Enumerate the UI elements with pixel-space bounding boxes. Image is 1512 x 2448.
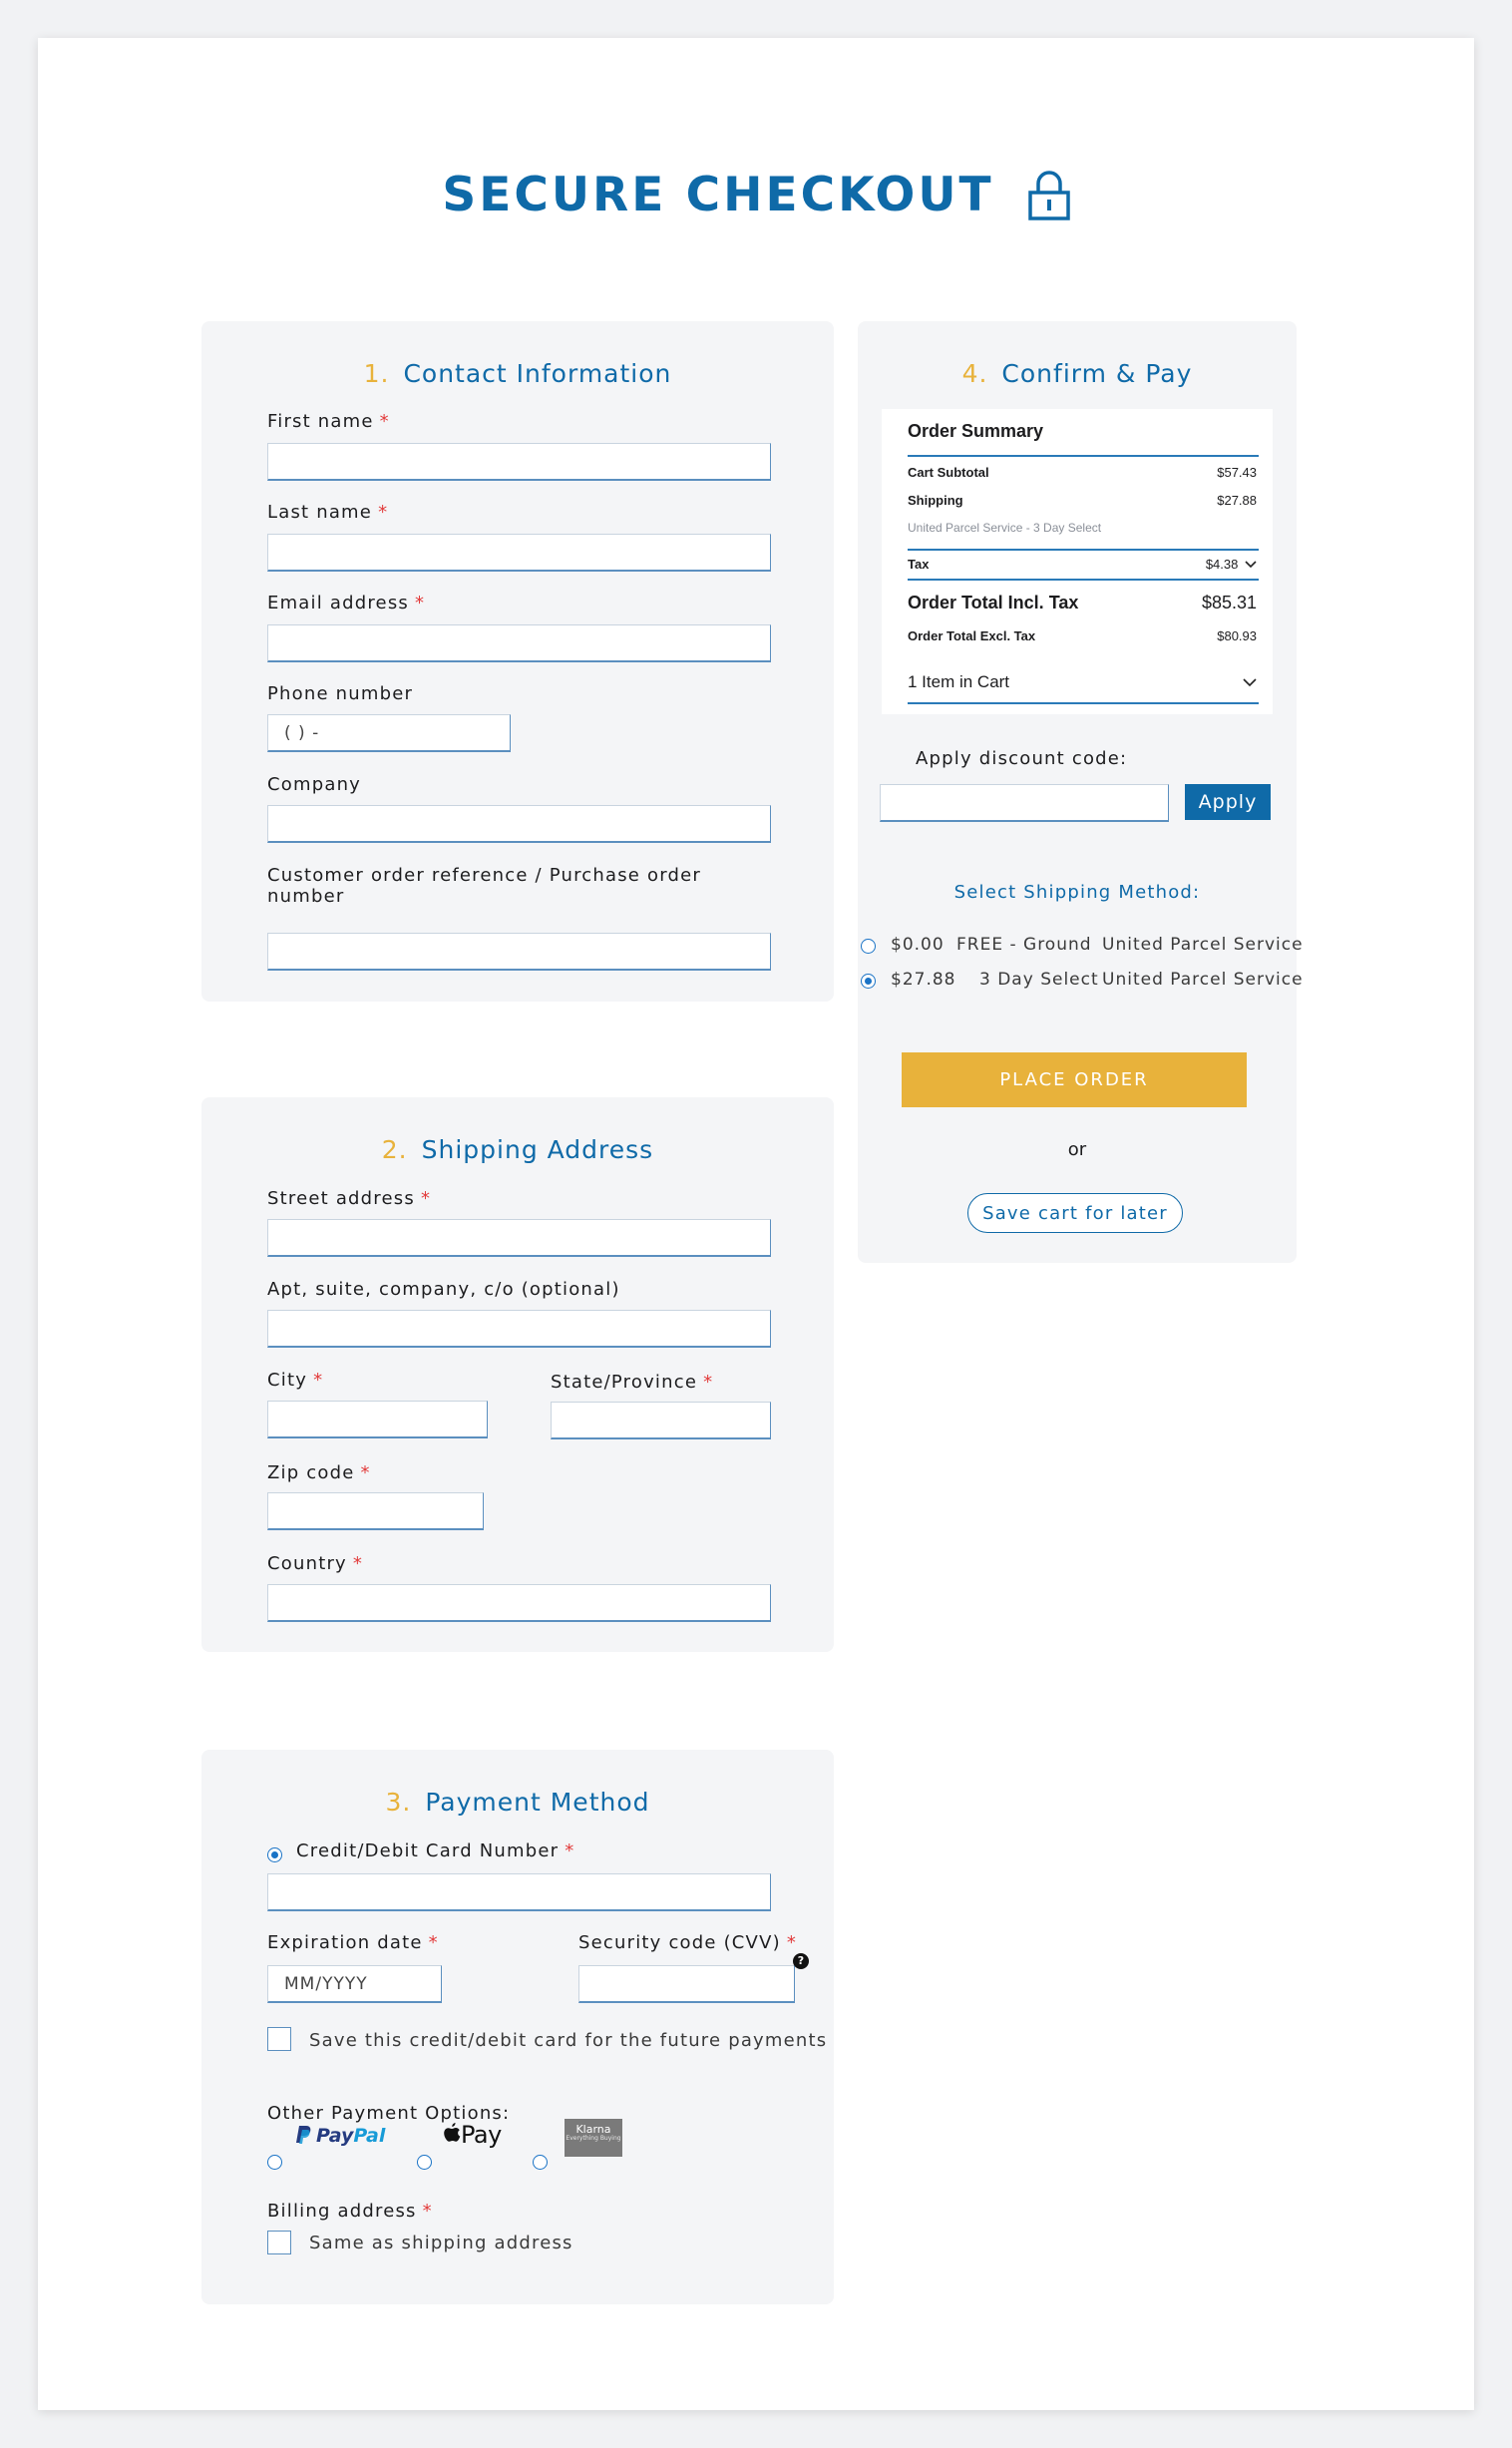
card-number-label: Credit/Debit Card Number * [296,1840,575,1861]
paypal-logo[interactable]: PayPal [295,2125,385,2147]
discount-code-input[interactable] [880,784,1169,822]
chevron-down-icon[interactable] [1245,561,1257,569]
zip-input[interactable] [267,1492,484,1530]
section-title-shipping [201,1135,834,1164]
shipping-label: Shipping [908,493,963,508]
shipping-value: $27.88 [1217,493,1257,508]
place-order-button[interactable]: PLACE ORDER [902,1052,1247,1107]
state-label: State/Province * [551,1372,714,1393]
save-cart-button[interactable]: Save cart for later [967,1193,1183,1233]
shipping-method-radio-3day[interactable] [861,974,876,989]
save-card-label: Save this credit/debit card for the future payments [309,2030,828,2051]
required-asterisk: * [786,1932,798,1953]
apt-input[interactable] [267,1310,771,1348]
required-asterisk: * [379,411,390,432]
phone-label: Phone number [267,683,414,704]
section-number: 3. [385,1788,412,1817]
required-asterisk: * [378,502,389,523]
tax-row[interactable] [908,557,1257,572]
cart-subtotal-row [908,465,1257,480]
last-name-label: Last name * [267,502,389,523]
required-asterisk: * [703,1372,714,1393]
help-icon[interactable]: ? [793,1953,809,1969]
shipping-method-radio-free[interactable] [861,939,876,954]
same-as-shipping-label: Same as shipping address [309,2233,573,2253]
required-asterisk: * [420,1188,432,1209]
tax-value-wrap [1206,557,1257,572]
select-shipping-title: Select Shipping Method: [953,882,1201,903]
state-input[interactable] [551,1402,771,1439]
company-label: Company [267,774,362,795]
chevron-down-icon[interactable] [1243,678,1257,687]
phone-input[interactable]: ( ) - [267,714,511,752]
section-heading: Shipping Address [421,1135,654,1164]
section-title-contact [201,359,834,388]
email-label: Email address * [267,593,426,613]
shipping-note: United Parcel Service - 3 Day Select [908,521,1102,535]
total-excl-label: Order Total Excl. Tax [908,628,1036,643]
po-label: Customer order reference / Purchase order number [267,865,701,907]
shipping-carrier-3day: United Parcel Service [1102,970,1304,990]
section-number: 4. [961,359,988,388]
paypal-radio[interactable] [267,2155,282,2170]
shipping-carrier-free: United Parcel Service [1102,935,1304,955]
required-asterisk: * [414,593,426,613]
required-asterisk: * [428,1932,439,1953]
email-input[interactable] [267,624,771,662]
section-number: 1. [363,359,390,388]
applepay-logo[interactable]: Pay [443,2121,502,2149]
cart-subtotal-value: $57.43 [1217,465,1257,480]
items-in-cart-label: 1 Item in Cart [908,672,1010,691]
street-input[interactable] [267,1219,771,1257]
expiration-input[interactable]: MM/YYYY [267,1965,442,2003]
required-asterisk: * [313,1370,324,1391]
applepay-radio[interactable] [417,2155,432,2170]
country-label: Country * [267,1553,364,1574]
first-name-label: First name * [267,411,390,432]
shipping-name-3day: 3 Day Select [979,970,1099,990]
required-asterisk: * [352,1553,364,1574]
shipping-price-free: $0.00 [891,935,945,955]
section-title-confirm [858,359,1297,388]
tax-value: $4.38 [1205,557,1239,572]
klarna-logo[interactable]: Klarna Everything Buying [565,2119,622,2157]
order-summary [882,409,1273,714]
order-summary-title: Order Summary [908,421,1044,441]
discount-label: Apply discount code: [916,748,1128,769]
section-heading: Contact Information [403,359,672,388]
cvv-input[interactable] [578,1965,795,2003]
total-incl-row [908,593,1257,613]
city-input[interactable] [267,1401,488,1438]
required-asterisk: * [422,2201,433,2222]
company-input[interactable] [267,805,771,843]
lock-icon [1028,171,1070,220]
last-name-input[interactable] [267,534,771,572]
divider [908,455,1259,457]
section-heading: Payment Method [425,1788,650,1817]
total-incl-value: $85.31 [1201,593,1257,612]
street-label: Street address * [267,1188,432,1209]
apt-label: Apt, suite, company, c/o (optional) [267,1279,620,1300]
apple-icon [443,2123,461,2145]
zip-label: Zip code * [267,1462,371,1483]
required-asterisk: * [360,1462,371,1483]
po-input[interactable] [267,933,771,971]
items-in-cart-toggle[interactable] [908,672,1257,692]
tax-label: Tax [908,557,930,572]
shipping-row [908,493,1257,508]
page-title: SECURE CHECKOUT [442,168,994,222]
paypal-p-icon [295,2125,312,2145]
section-heading: Confirm & Pay [1001,359,1193,388]
divider [908,549,1259,551]
shipping-price-3day: $27.88 [891,970,956,990]
shipping-name-free: FREE - Ground [956,935,1092,955]
divider [908,579,1259,581]
country-select[interactable] [267,1584,771,1622]
apply-discount-button[interactable]: Apply [1185,784,1271,820]
or-separator: or [1067,1139,1087,1160]
required-asterisk: * [565,1840,575,1861]
total-excl-value: $80.93 [1217,628,1257,643]
total-excl-row [908,628,1257,643]
klarna-radio[interactable] [533,2155,548,2170]
other-payment-options-label: Other Payment Options: [267,2103,511,2124]
expiration-label: Expiration date * [267,1932,439,1953]
billing-address-label: Billing address * [267,2201,433,2222]
card-number-input[interactable] [267,1873,771,1911]
first-name-input[interactable] [267,443,771,481]
cart-subtotal-label: Cart Subtotal [908,465,989,480]
save-card-checkbox[interactable] [267,2027,291,2051]
card-payment-radio[interactable] [267,1847,282,1862]
total-incl-label: Order Total Incl. Tax [908,593,1079,612]
section-number: 2. [381,1135,408,1164]
city-label: City * [267,1370,324,1391]
cvv-label: Security code (CVV) * [578,1932,798,1953]
same-as-shipping-checkbox[interactable] [267,2231,291,2254]
page-header [0,168,1512,222]
section-title-payment [201,1788,834,1817]
divider [908,702,1259,704]
